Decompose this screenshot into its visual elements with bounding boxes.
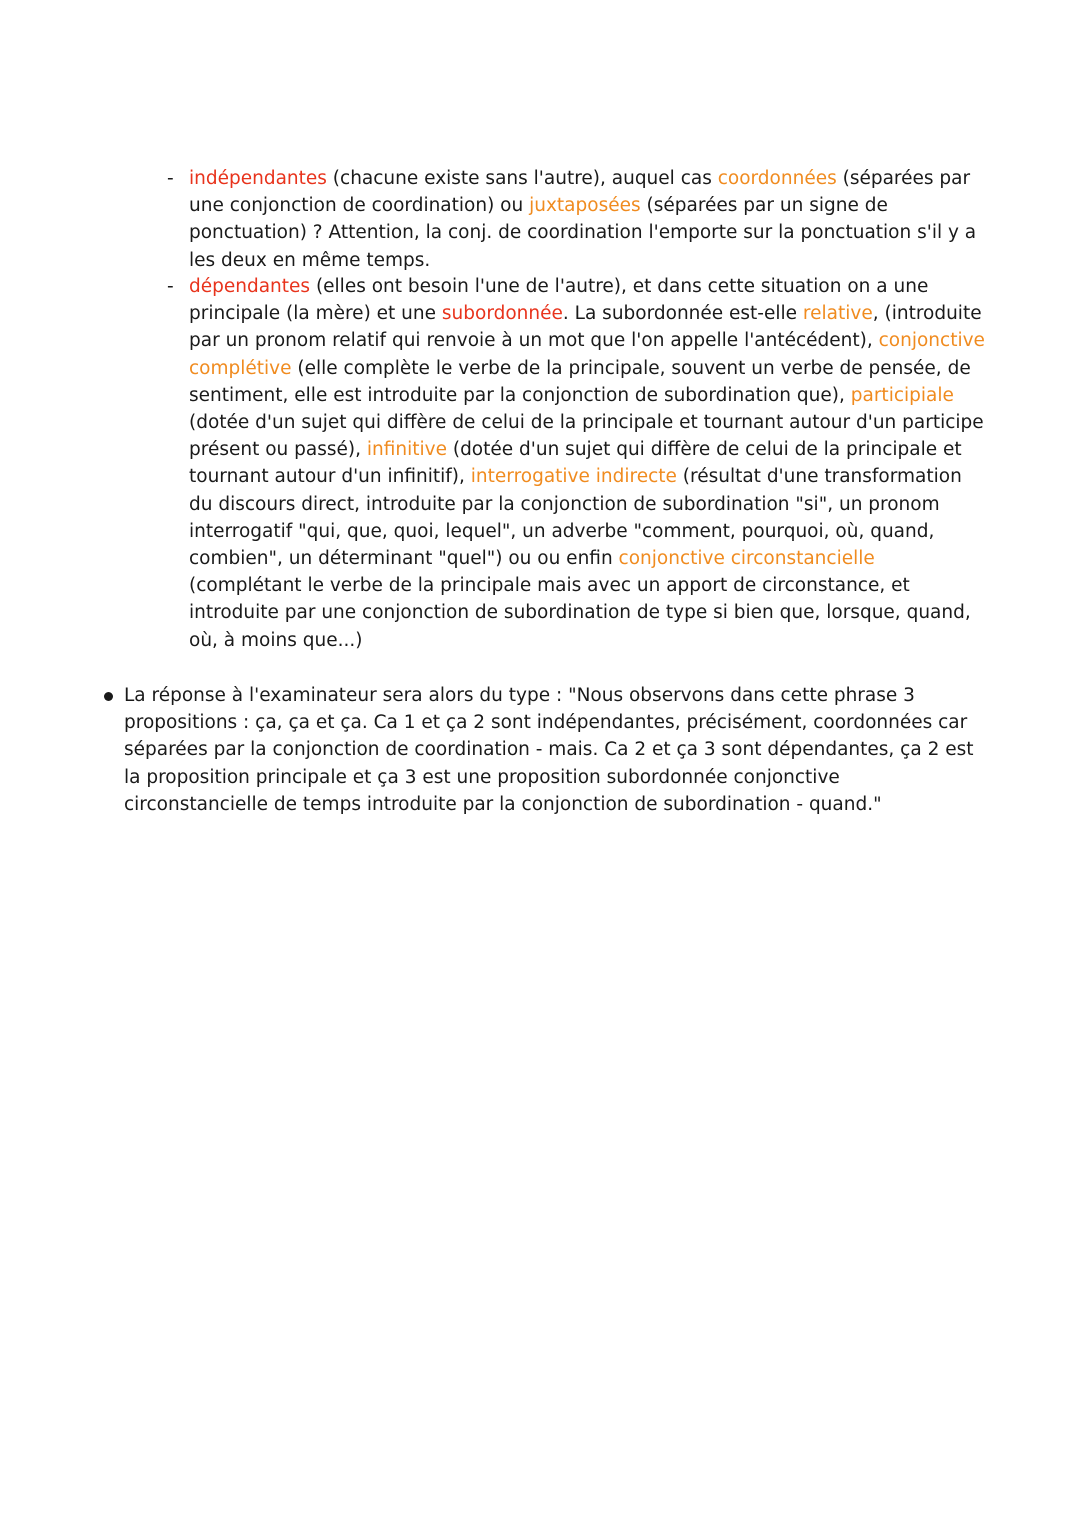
answer-text: La réponse à l'examinateur sera alors du type : "Nous observons dans cette phrase 3 propositions : ça, ça et ça. Ca 1 et ça 2 sont indépendantes, précisément, coordonnées car séparées par la conjonction de coordination - mais. Ca 2 et ça 3 sont dépendantes, ça 2 est la proposition principale et ça 3 est une proposition subordonnée conjonctive circonstancielle de temps introduite par la conjonction de subordination - quand." <box>124 685 974 815</box>
term-juxtaposees: juxtaposées <box>529 195 641 217</box>
term-participiale: participiale <box>850 384 954 406</box>
term-subordonnee: subordonnée <box>441 303 563 325</box>
text-span: (séparées par un signe de ponctuation) ? Attention, la conj. de coordination l'emporte sur la ponctuation s'il y a les deux en même temps. <box>189 195 977 271</box>
term-conjonctive-circonstancielle: conjonctive circonstancielle <box>618 548 875 570</box>
term-relative: relative <box>802 303 873 325</box>
list-item-independantes <box>167 165 989 274</box>
term-coordonnees: coordonnées <box>717 168 837 189</box>
text-span: (chacune existe sans l'autre), auquel cas <box>326 168 718 189</box>
term-independantes: indépendantes <box>189 168 327 189</box>
text-span: . La subordonnée est-elle <box>562 303 803 325</box>
text-span: (séparées par une conjonction de coordination) ou <box>189 168 971 217</box>
text-span: (elle complète le verbe de la principale, souvent un verbe de pensée, de sentiment, elle est introduite par la conjonction de subordination que), <box>189 357 971 406</box>
text-span: (dotée d'un sujet qui diffère de celui de la principale et tournant autour d'un infinitif), <box>189 439 962 488</box>
text-span: (dotée d'un sujet qui diffère de celui de la principale et tournant autour d'un participe présent ou passé), <box>189 412 984 461</box>
term-conjonctive-completive: conjonctive complétive <box>189 330 985 379</box>
term-interrogative-indirecte: interrogative indirecte <box>470 466 677 488</box>
list-item-dependantes <box>167 273 989 654</box>
term-infinitive: infinitive <box>366 439 447 461</box>
text-span: (résultat d'une transformation du discours direct, introduite par la conjonction de subordination "si", un pronom interrogatif "qui, que, quoi, lequel", un adverbe "comment, pourquoi, où, quand, combien", un déterminant "quel") ou ou enfin <box>189 466 962 570</box>
dash-marker: - <box>167 168 174 189</box>
text-span: (complétant le verbe de la principale mais avec un apport de circonstance, et introduite par une conjonction de subordination de type si bien que, lorsque, quand, où, à moins que...) <box>189 575 971 651</box>
bullet-icon <box>104 692 113 701</box>
text-span: (elles ont besoin l'une de l'autre), et dans cette situation on a une principale (la mère) et une <box>189 276 929 325</box>
answer-paragraph <box>124 682 984 818</box>
text-span: , (introduite par un pronom relatif qui renvoie à un mot que l'on appelle l'antécédent), <box>189 303 982 352</box>
term-dependantes: dépendantes <box>189 276 311 297</box>
dash-marker: - <box>167 276 174 297</box>
